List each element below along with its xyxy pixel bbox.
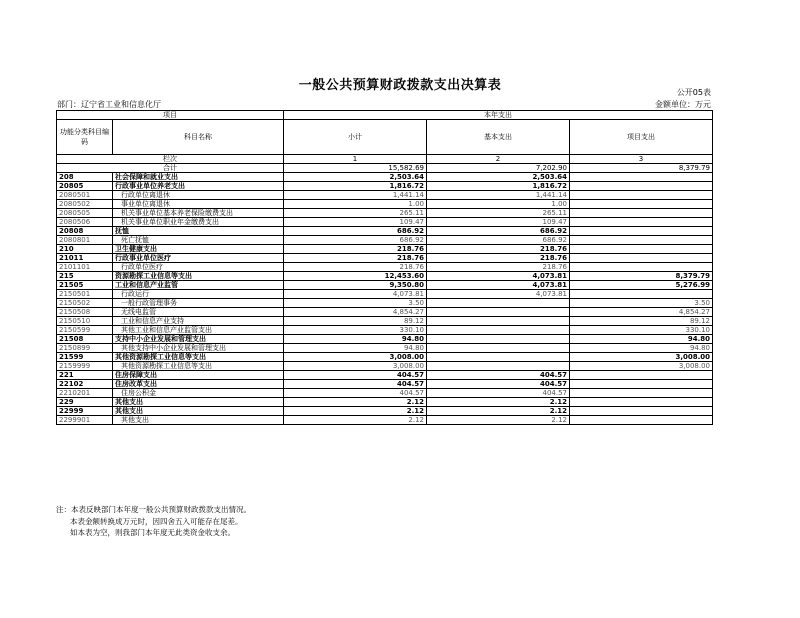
row-code: 2210201 <box>57 389 113 398</box>
row-project <box>570 245 713 254</box>
row-project <box>570 398 713 407</box>
header-current-year: 本年支出 <box>284 111 713 120</box>
note-line: 注：本表反映部门本年度一般公共预算财政拨款支出情况。 <box>56 505 251 514</box>
notes <box>56 504 251 539</box>
row-subtotal: 109.47 <box>284 218 427 227</box>
note-line: 如本表为空，则我部门本年度无此类资金收支余。 <box>70 528 235 537</box>
row-code: 20808 <box>57 227 113 236</box>
row-basic: 109.47 <box>427 218 570 227</box>
row-subtotal: 89.12 <box>284 317 427 326</box>
row-project: 3.50 <box>570 299 713 308</box>
row-basic <box>427 317 570 326</box>
row-basic: 2.12 <box>427 416 570 425</box>
note-line: 本表金额转换成万元时，因四舍五入可能存在尾差。 <box>70 516 243 526</box>
header-item: 项目 <box>57 111 284 120</box>
row-project <box>570 173 713 182</box>
row-subtotal: 686.92 <box>284 236 427 245</box>
row-code: 210 <box>57 245 113 254</box>
row-code: 2080501 <box>57 191 113 200</box>
row-basic: 218.76 <box>427 254 570 263</box>
header-name: 科目名称 <box>113 120 284 155</box>
row-code: 229 <box>57 398 113 407</box>
expenditure-table <box>56 110 713 425</box>
row-name: 行政事业单位医疗 <box>113 254 284 263</box>
row-name: 住房改革支出 <box>113 380 284 389</box>
header-subtotal: 小计 <box>284 120 427 155</box>
row-subtotal: 1,816.72 <box>284 182 427 191</box>
column-index-3: 3 <box>570 155 713 164</box>
row-code: 2299901 <box>57 416 113 425</box>
row-project: 94.80 <box>570 335 713 344</box>
row-subtotal: 404.57 <box>284 389 427 398</box>
row-subtotal: 218.76 <box>284 254 427 263</box>
table-row <box>57 290 713 299</box>
row-subtotal: 404.57 <box>284 371 427 380</box>
total-project: 8,379.79 <box>570 164 713 173</box>
row-code: 2150899 <box>57 344 113 353</box>
table-row <box>57 191 713 200</box>
row-subtotal: 218.76 <box>284 245 427 254</box>
table-row <box>57 416 713 425</box>
row-code: 2150501 <box>57 290 113 299</box>
row-basic <box>427 326 570 335</box>
row-name: 机关事业单位基本养老保险缴费支出 <box>113 209 284 218</box>
row-name: 行政单位离退休 <box>113 191 284 200</box>
row-subtotal: 3.50 <box>284 299 427 308</box>
row-name: 行政事业单位养老支出 <box>113 182 284 191</box>
row-name: 其他资源勘探工业信息等支出 <box>113 362 284 371</box>
row-code: 21011 <box>57 254 113 263</box>
row-subtotal: 330.10 <box>284 326 427 335</box>
header-project: 项目支出 <box>570 120 713 155</box>
table-row <box>57 317 713 326</box>
row-basic <box>427 362 570 371</box>
row-project <box>570 389 713 398</box>
row-code: 2150510 <box>57 317 113 326</box>
row-name: 事业单位离退休 <box>113 200 284 209</box>
amount-unit-label: 金额单位：万元 <box>655 100 711 109</box>
row-subtotal: 686.92 <box>284 227 427 236</box>
row-code: 208 <box>57 173 113 182</box>
row-name: 其他工业和信息产业监管支出 <box>113 326 284 335</box>
row-code: 2080801 <box>57 236 113 245</box>
row-name: 行政单位医疗 <box>113 263 284 272</box>
row-subtotal: 2.12 <box>284 398 427 407</box>
row-basic <box>427 308 570 317</box>
row-name: 机关事业单位职业年金缴费支出 <box>113 218 284 227</box>
table-row <box>57 380 713 389</box>
row-basic: 4,073.81 <box>427 281 570 290</box>
header-row-2 <box>57 120 713 155</box>
row-project: 4,854.27 <box>570 308 713 317</box>
row-project <box>570 209 713 218</box>
row-subtotal: 1,441.14 <box>284 191 427 200</box>
department-label: 部门：辽宁省工业和信息化厅 <box>57 100 161 109</box>
row-name: 其他支出 <box>113 407 284 416</box>
table-row <box>57 299 713 308</box>
row-name: 工业和信息产业支持 <box>113 317 284 326</box>
row-name: 行政运行 <box>113 290 284 299</box>
row-basic: 686.92 <box>427 236 570 245</box>
table-row <box>57 308 713 317</box>
table-row <box>57 389 713 398</box>
row-project <box>570 407 713 416</box>
table-row <box>57 245 713 254</box>
row-basic <box>427 335 570 344</box>
row-basic: 218.76 <box>427 245 570 254</box>
page-title: 一般公共预算财政拨款支出决算表 <box>298 78 502 93</box>
table-row <box>57 236 713 245</box>
row-code: 21508 <box>57 335 113 344</box>
column-index-2: 2 <box>427 155 570 164</box>
row-project: 330.10 <box>570 326 713 335</box>
row-project: 3,008.00 <box>570 362 713 371</box>
row-project <box>570 218 713 227</box>
row-subtotal: 404.57 <box>284 380 427 389</box>
column-index-label: 栏次 <box>57 155 284 164</box>
row-code: 20805 <box>57 182 113 191</box>
row-project: 89.12 <box>570 317 713 326</box>
row-name: 其他支出 <box>113 416 284 425</box>
row-project <box>570 236 713 245</box>
table-row <box>57 281 713 290</box>
row-project: 5,276.99 <box>570 281 713 290</box>
table-row <box>57 398 713 407</box>
table-row <box>57 200 713 209</box>
row-code: 2080502 <box>57 200 113 209</box>
row-code: 2080506 <box>57 218 113 227</box>
row-project <box>570 191 713 200</box>
row-code: 2150502 <box>57 299 113 308</box>
header-row-1 <box>57 111 713 120</box>
row-subtotal: 265.11 <box>284 209 427 218</box>
row-basic: 686.92 <box>427 227 570 236</box>
row-code: 21599 <box>57 353 113 362</box>
row-subtotal: 4,073.81 <box>284 290 427 299</box>
row-project <box>570 380 713 389</box>
row-basic: 1,441.14 <box>427 191 570 200</box>
row-name: 工业和信息产业监管 <box>113 281 284 290</box>
row-basic: 1,816.72 <box>427 182 570 191</box>
row-project <box>570 254 713 263</box>
row-basic: 4,073.81 <box>427 272 570 281</box>
row-name: 住房保障支出 <box>113 371 284 380</box>
row-name: 社会保障和就业支出 <box>113 173 284 182</box>
row-project: 8,379.79 <box>570 272 713 281</box>
row-name: 其他资源勘探工业信息等支出 <box>113 353 284 362</box>
row-name: 其他支出 <box>113 398 284 407</box>
column-index-1: 1 <box>284 155 427 164</box>
table-row <box>57 173 713 182</box>
row-code: 2080505 <box>57 209 113 218</box>
row-basic: 265.11 <box>427 209 570 218</box>
row-subtotal: 2,503.64 <box>284 173 427 182</box>
table-row <box>57 407 713 416</box>
row-basic: 4,073.81 <box>427 290 570 299</box>
total-label: 合计 <box>57 164 284 173</box>
row-subtotal: 1.00 <box>284 200 427 209</box>
row-name: 死亡抚恤 <box>113 236 284 245</box>
row-code: 215 <box>57 272 113 281</box>
row-subtotal: 218.76 <box>284 263 427 272</box>
row-subtotal: 12,453.60 <box>284 272 427 281</box>
table-row <box>57 344 713 353</box>
row-basic: 404.57 <box>427 389 570 398</box>
row-basic: 218.76 <box>427 263 570 272</box>
table-row <box>57 272 713 281</box>
row-basic: 404.57 <box>427 380 570 389</box>
row-code: 221 <box>57 371 113 380</box>
row-basic: 1.00 <box>427 200 570 209</box>
column-index-row <box>57 155 713 164</box>
row-project <box>570 263 713 272</box>
row-subtotal: 3,008.00 <box>284 362 427 371</box>
row-basic <box>427 353 570 362</box>
form-number: 公开05表 <box>676 88 711 97</box>
table-row <box>57 218 713 227</box>
row-code: 2159999 <box>57 362 113 371</box>
row-name: 资源勘探工业信息等支出 <box>113 272 284 281</box>
row-subtotal: 94.80 <box>284 344 427 353</box>
row-subtotal: 3,008.00 <box>284 353 427 362</box>
row-subtotal: 2.12 <box>284 416 427 425</box>
table-row <box>57 209 713 218</box>
table-row <box>57 362 713 371</box>
header-code: 功能分类科目编码 <box>57 120 113 155</box>
row-name: 抚恤 <box>113 227 284 236</box>
table-row <box>57 227 713 236</box>
row-project <box>570 416 713 425</box>
table-row <box>57 371 713 380</box>
row-code: 22999 <box>57 407 113 416</box>
table-row <box>57 353 713 362</box>
row-name: 支持中小企业发展和管理支出 <box>113 335 284 344</box>
table-row <box>57 326 713 335</box>
total-row <box>57 164 713 173</box>
row-basic <box>427 299 570 308</box>
header-basic: 基本支出 <box>427 120 570 155</box>
row-code: 2101101 <box>57 263 113 272</box>
row-project <box>570 182 713 191</box>
row-name: 其他支持中小企业发展和管理支出 <box>113 344 284 353</box>
row-subtotal: 4,854.27 <box>284 308 427 317</box>
row-name: 无线电监管 <box>113 308 284 317</box>
row-basic: 2.12 <box>427 398 570 407</box>
row-basic: 2.12 <box>427 407 570 416</box>
row-project: 94.80 <box>570 344 713 353</box>
table-row <box>57 254 713 263</box>
row-subtotal: 94.80 <box>284 335 427 344</box>
row-project: 3,008.00 <box>570 353 713 362</box>
table-row <box>57 335 713 344</box>
total-basic: 7,202.90 <box>427 164 570 173</box>
row-basic: 404.57 <box>427 371 570 380</box>
row-code: 2150599 <box>57 326 113 335</box>
row-subtotal: 9,350.80 <box>284 281 427 290</box>
table-row <box>57 182 713 191</box>
row-code: 2150508 <box>57 308 113 317</box>
row-name: 卫生健康支出 <box>113 245 284 254</box>
row-project <box>570 290 713 299</box>
row-subtotal: 2.12 <box>284 407 427 416</box>
row-basic <box>427 344 570 353</box>
total-subtotal: 15,582.69 <box>284 164 427 173</box>
row-code: 21505 <box>57 281 113 290</box>
row-basic: 2,503.64 <box>427 173 570 182</box>
row-project <box>570 371 713 380</box>
row-project <box>570 200 713 209</box>
row-code: 22102 <box>57 380 113 389</box>
row-name: 一般行政管理事务 <box>113 299 284 308</box>
table-row <box>57 263 713 272</box>
row-project <box>570 227 713 236</box>
row-name: 住房公积金 <box>113 389 284 398</box>
